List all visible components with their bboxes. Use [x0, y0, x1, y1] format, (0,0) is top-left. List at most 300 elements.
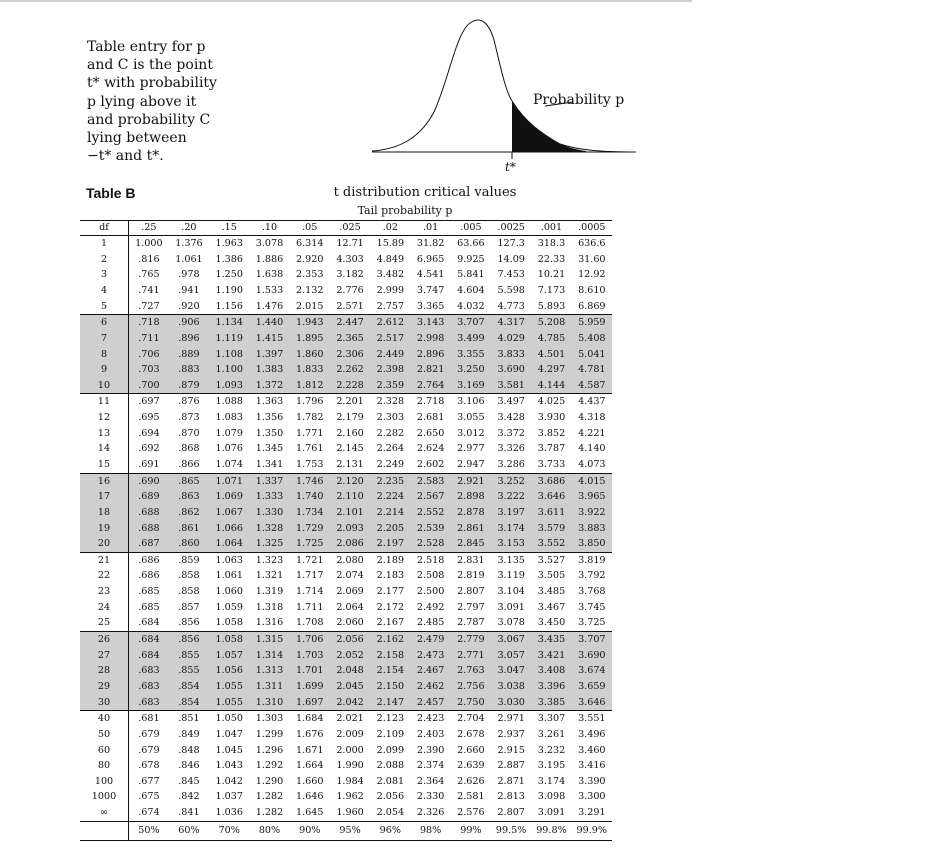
critical-value-cell: 12.71	[336, 238, 364, 250]
critical-value-cell: 1.037	[215, 791, 243, 803]
critical-value-cell: 1.376	[175, 238, 203, 250]
df-cell: 6	[80, 315, 129, 331]
critical-value-cell: 4.140	[578, 443, 606, 455]
critical-value-cell: 1.055	[209, 679, 249, 695]
critical-value-cell: 1.296	[255, 744, 284, 756]
critical-value-cell: 1.093	[209, 378, 249, 394]
tail-prob-header: .25	[129, 221, 169, 236]
critical-value-cell: 3.819	[578, 554, 606, 566]
critical-value-cell: 4.849	[376, 253, 405, 265]
df-cell: 1000	[91, 791, 117, 803]
table-title: t distribution critical values	[333, 185, 517, 200]
critical-value-cell: .678	[129, 758, 169, 774]
critical-value-cell: 1.533	[255, 284, 284, 296]
critical-value-cell: 4.781	[572, 362, 612, 378]
critical-value-cell: 1.440	[249, 315, 289, 331]
critical-value-cell: 4.032	[451, 299, 491, 315]
table-row	[80, 283, 612, 299]
critical-value-cell: 1.771	[296, 427, 324, 439]
critical-value-cell: 5.408	[572, 331, 612, 347]
table-row	[80, 648, 612, 664]
df-cell: 22	[97, 570, 111, 582]
table-row	[80, 568, 612, 584]
critical-value-cell: 2.306	[330, 346, 370, 362]
critical-value-cell: 3.707	[451, 315, 491, 331]
confidence-level-cell: 50%	[129, 821, 169, 840]
critical-value-cell: .858	[178, 570, 200, 582]
description-line: p lying above it	[87, 93, 197, 110]
critical-value-cell: 4.318	[578, 412, 606, 424]
critical-value-cell: 2.262	[330, 362, 370, 378]
critical-value-cell: 3.143	[410, 315, 450, 331]
critical-value-cell: 1.063	[215, 554, 243, 566]
df-cell: 80	[97, 760, 111, 772]
critical-value-cell: 2.771	[451, 648, 491, 664]
critical-value-cell: .691	[129, 457, 169, 473]
critical-value-cell: 3.067	[491, 632, 531, 648]
confidence-level-cell: 99.9%	[572, 821, 612, 840]
table-row	[80, 727, 612, 743]
critical-value-cell: 2.571	[330, 299, 370, 315]
df-cell: 7	[80, 331, 129, 347]
critical-value-cell: 1.000	[129, 236, 169, 252]
df-cell: 3	[100, 269, 108, 281]
critical-value-cell: 2.189	[376, 554, 405, 566]
critical-value-cell: .848	[178, 744, 200, 756]
critical-value-cell: 1.061	[175, 253, 203, 265]
critical-value-cell: 2.205	[370, 521, 410, 537]
critical-value-cell: 5.959	[572, 315, 612, 331]
critical-value-cell: 1.330	[249, 505, 289, 521]
critical-value-cell: 1.076	[215, 443, 243, 455]
critical-value-cell: 2.567	[410, 489, 450, 505]
df-cell: 26	[80, 632, 129, 648]
critical-value-cell: 2.896	[410, 346, 450, 362]
table-row	[80, 315, 612, 331]
critical-value-cell: 3.421	[531, 648, 571, 664]
critical-value-cell: 1.311	[249, 679, 289, 695]
critical-value-cell: 3.182	[336, 269, 364, 281]
critical-value-cell: 3.707	[572, 632, 612, 648]
critical-value-cell: 2.915	[497, 744, 525, 756]
critical-value-cell: 3.579	[531, 521, 571, 537]
critical-value-cell: 22.33	[537, 253, 566, 265]
critical-value-cell: 2.064	[336, 601, 364, 613]
critical-value-cell: 1.697	[290, 695, 330, 711]
critical-value-cell: 1.638	[255, 269, 284, 281]
critical-value-cell: 2.776	[336, 284, 364, 296]
critical-value-cell: 1.833	[290, 362, 330, 378]
critical-value-cell: 3.252	[491, 473, 531, 489]
critical-value-cell: .861	[169, 521, 209, 537]
critical-value-cell: 2.145	[336, 443, 364, 455]
table-row	[80, 805, 612, 821]
table-row	[80, 410, 612, 426]
critical-value-cell: 1.319	[255, 586, 284, 598]
critical-value-cell: 2.081	[376, 775, 405, 787]
confidence-level-cell: 95%	[330, 821, 370, 840]
critical-value-cell: 1.119	[209, 331, 249, 347]
df-cell: 23	[97, 586, 111, 598]
critical-value-cell: .677	[129, 774, 169, 790]
critical-value-cell: 2.779	[451, 632, 491, 648]
critical-value-cell: 3.690	[572, 648, 612, 664]
critical-value-cell: .851	[178, 713, 200, 725]
critical-value-cell: 636.6	[578, 238, 606, 250]
critical-value-cell: 3.385	[531, 695, 571, 711]
critical-value-cell: 1.962	[336, 791, 364, 803]
critical-value-cell: 4.029	[491, 331, 531, 347]
description-line: and C is the point	[87, 57, 213, 74]
critical-value-cell: 2.183	[376, 570, 405, 582]
df-cell: 15	[80, 457, 129, 473]
top-divider	[0, 0, 692, 2]
table-row	[80, 679, 612, 695]
critical-value-cell: 1.303	[255, 713, 284, 725]
critical-value-cell: 4.604	[457, 284, 485, 296]
critical-value-cell: .860	[169, 536, 209, 552]
critical-value-cell: 1.058	[209, 632, 249, 648]
critical-value-cell: 3.725	[572, 615, 612, 631]
critical-value-cell: 5.893	[531, 299, 571, 315]
critical-value-cell: 3.197	[491, 505, 531, 521]
critical-value-cell: .856	[169, 632, 209, 648]
critical-value-cell: 4.303	[336, 253, 364, 265]
critical-value-cell: 2.060	[330, 615, 370, 631]
table-row	[80, 378, 612, 394]
critical-value-cell: 3.485	[537, 586, 566, 598]
critical-value-cell: 3.326	[497, 443, 525, 455]
critical-value-cell: 1.290	[255, 775, 284, 787]
critical-value-cell: 4.144	[531, 378, 571, 394]
critical-value-cell: 1.345	[255, 443, 284, 455]
critical-value-cell: 1.963	[215, 238, 243, 250]
critical-value-cell: 2.871	[497, 775, 525, 787]
critical-value-cell: .849	[178, 728, 200, 740]
critical-value-cell: 2.539	[410, 521, 450, 537]
critical-value-cell: .685	[129, 584, 169, 600]
critical-value-cell: 2.878	[451, 505, 491, 521]
critical-value-cell: 2.110	[330, 489, 370, 505]
critical-value-cell: 3.496	[578, 728, 606, 740]
critical-value-cell: .857	[178, 601, 200, 613]
critical-value-cell: 3.030	[491, 695, 531, 711]
critical-value-cell: 1.316	[249, 615, 289, 631]
critical-value-cell: 1.057	[209, 648, 249, 664]
critical-value-cell: 14.09	[497, 253, 525, 265]
critical-value-cell: 2.845	[451, 536, 491, 552]
critical-value-cell: 3.408	[531, 663, 571, 679]
critical-value-cell: 1.108	[209, 346, 249, 362]
critical-value-cell: 2.172	[376, 601, 405, 613]
critical-value-cell: 1.350	[255, 427, 284, 439]
critical-value-cell: 2.750	[451, 695, 491, 711]
critical-value-cell: 2.887	[497, 760, 525, 772]
df-cell: 14	[97, 443, 111, 455]
critical-value-cell: 4.587	[572, 378, 612, 394]
critical-value-cell: 2.042	[330, 695, 370, 711]
critical-value-cell: .765	[129, 267, 169, 283]
table-row	[80, 789, 612, 805]
critical-value-cell: 2.359	[370, 378, 410, 394]
critical-value-cell: 1.708	[290, 615, 330, 631]
critical-value-cell: .868	[178, 443, 200, 455]
critical-value-cell: 2.457	[410, 695, 450, 711]
critical-value-cell: 3.505	[537, 570, 566, 582]
critical-value-cell: 2.235	[370, 473, 410, 489]
critical-value-cell: 1.645	[296, 807, 324, 819]
tail-prob-header: .15	[209, 221, 249, 236]
critical-value-cell: 2.757	[370, 299, 410, 315]
df-cell: 21	[97, 554, 111, 566]
critical-value-cell: 2.249	[370, 457, 410, 473]
critical-value-cell: 3.355	[451, 346, 491, 362]
critical-value-cell: 2.330	[416, 791, 445, 803]
critical-value-cell: 3.261	[537, 728, 566, 740]
critical-value-cell: 3.055	[457, 412, 485, 424]
tail-prob-header: .001	[531, 221, 571, 236]
critical-value-cell: .845	[178, 775, 200, 787]
critical-value-cell: 1.703	[290, 648, 330, 664]
critical-value-cell: 1.984	[336, 775, 364, 787]
critical-value-cell: 2.552	[410, 505, 450, 521]
df-cell: 5	[80, 299, 129, 315]
critical-value-cell: 1.156	[209, 299, 249, 315]
table-row	[80, 331, 612, 347]
critical-value-cell: 1.753	[290, 457, 330, 473]
critical-value-cell: .862	[169, 505, 209, 521]
critical-value-cell: .679	[129, 727, 169, 743]
critical-value-cell: 3.169	[451, 378, 491, 394]
df-cell: 20	[80, 536, 129, 552]
df-header: df	[80, 221, 129, 236]
critical-value-cell: 1.314	[249, 648, 289, 664]
critical-value-cell: 3.768	[578, 586, 606, 598]
critical-value-cell: .854	[169, 679, 209, 695]
critical-value-cell: 3.733	[531, 457, 571, 473]
critical-value-cell: 2.650	[416, 427, 445, 439]
critical-value-cell: 2.398	[370, 362, 410, 378]
critical-value-cell: 2.021	[336, 713, 364, 725]
critical-value-cell: .684	[129, 615, 169, 631]
critical-value-cell: 2.485	[410, 615, 450, 631]
critical-value-cell: .941	[178, 284, 200, 296]
critical-value-cell: 2.123	[376, 713, 405, 725]
critical-value-cell: 2.861	[451, 521, 491, 537]
critical-value-cell: 2.282	[376, 427, 405, 439]
table-row	[80, 695, 612, 711]
table-row	[80, 552, 612, 568]
df-cell: 16	[80, 473, 129, 489]
critical-value-cell: 3.965	[572, 489, 612, 505]
critical-value-cell: .858	[178, 586, 200, 598]
critical-value-cell: 2.048	[330, 663, 370, 679]
critical-value-cell: 4.221	[578, 427, 606, 439]
critical-value-cell: 2.045	[330, 679, 370, 695]
critical-value-cell: .688	[129, 521, 169, 537]
critical-value-cell: 3.047	[491, 663, 531, 679]
critical-value-cell: 1.321	[255, 570, 284, 582]
critical-value-cell: 1.372	[249, 378, 289, 394]
critical-value-cell: 3.078	[491, 615, 531, 631]
critical-value-cell: 3.106	[457, 396, 485, 408]
density-curve	[372, 20, 636, 152]
critical-value-cell: 4.317	[491, 315, 531, 331]
critical-value-cell: .846	[178, 760, 200, 772]
critical-value-cell: 3.135	[497, 554, 525, 566]
table-row	[80, 600, 612, 616]
critical-value-cell: 3.745	[578, 601, 606, 613]
critical-value-cell: 4.015	[572, 473, 612, 489]
table-row	[80, 758, 612, 774]
critical-value-cell: .675	[129, 789, 169, 805]
critical-value-cell: .870	[178, 427, 200, 439]
critical-value-cell: 3.195	[537, 760, 566, 772]
critical-value-cell: 3.460	[578, 744, 606, 756]
critical-value-cell: 10.21	[537, 269, 566, 281]
critical-value-cell: 2.518	[416, 554, 445, 566]
critical-value-cell: 2.813	[497, 791, 525, 803]
critical-value-cell: 1.740	[290, 489, 330, 505]
critical-value-cell: 5.208	[531, 315, 571, 331]
tail-probability-caption: Tail probability p	[357, 204, 453, 217]
critical-value-cell: .854	[169, 695, 209, 711]
critical-value-cell: 2.109	[376, 728, 405, 740]
critical-value-cell: 3.450	[531, 615, 571, 631]
tail-prob-header: .005	[451, 221, 491, 236]
critical-value-cell: 2.681	[416, 412, 445, 424]
critical-value-cell: 3.922	[572, 505, 612, 521]
description-line: t* with probability	[87, 75, 217, 92]
critical-value-cell: 3.038	[491, 679, 531, 695]
critical-value-cell: .855	[169, 648, 209, 664]
critical-value-cell: 1.325	[249, 536, 289, 552]
critical-value-cell: 3.153	[491, 536, 531, 552]
critical-value-cell: 3.690	[491, 362, 531, 378]
tail-prob-header: .025	[330, 221, 370, 236]
critical-value-cell: 2.120	[330, 473, 370, 489]
critical-value-cell: 1.250	[215, 269, 243, 281]
df-cell: 40	[97, 713, 111, 725]
critical-value-cell: 2.612	[370, 315, 410, 331]
table-row	[80, 441, 612, 457]
critical-value-cell: 1.088	[215, 396, 243, 408]
critical-value-cell: 1.282	[255, 791, 284, 803]
critical-value-cell: 3.174	[537, 775, 566, 787]
df-cell: 60	[97, 744, 111, 756]
critical-value-cell: .686	[129, 568, 169, 584]
critical-value-cell: 2.998	[410, 331, 450, 347]
table-label: Table B	[86, 185, 136, 201]
critical-value-cell: .694	[129, 426, 169, 442]
critical-value-cell: 2.581	[457, 791, 485, 803]
critical-value-cell: .889	[169, 346, 209, 362]
df-cell: 10	[80, 378, 129, 394]
critical-value-cell: 2.517	[370, 331, 410, 347]
critical-value-cell: 2.074	[336, 570, 364, 582]
critical-value-cell: 2.158	[370, 648, 410, 664]
critical-value-cell: 1.860	[290, 346, 330, 362]
critical-value-cell: 2.576	[457, 807, 485, 819]
critical-value-cell: .711	[129, 331, 169, 347]
shaded-tail-area	[512, 101, 586, 152]
critical-value-cell: 3.091	[537, 807, 566, 819]
critical-value-cell: 1.356	[255, 412, 284, 424]
critical-value-cell: 2.500	[416, 586, 445, 598]
critical-value-cell: 1.341	[249, 457, 289, 473]
critical-value-cell: 2.807	[457, 586, 485, 598]
critical-value-cell: 2.353	[296, 269, 324, 281]
table-row	[80, 743, 612, 759]
critical-value-cell: 9.925	[457, 253, 485, 265]
critical-value-cell: 3.104	[497, 586, 525, 598]
critical-value-cell: 2.764	[410, 378, 450, 394]
table-entry-description	[87, 38, 227, 165]
critical-value-cell: 2.099	[376, 744, 405, 756]
tail-prob-header: .0025	[491, 221, 531, 236]
critical-value-cell: 3.300	[578, 791, 606, 803]
critical-value-cell: .692	[129, 441, 169, 457]
critical-value-cell: 2.807	[497, 807, 525, 819]
critical-value-cell: 2.201	[336, 396, 364, 408]
critical-value-cell: 5.041	[572, 346, 612, 362]
critical-value-cell: 1.100	[209, 362, 249, 378]
table-row	[80, 473, 612, 489]
critical-value-cell: 3.057	[491, 648, 531, 664]
df-cell: 11	[97, 396, 111, 408]
critical-value-cell: 31.82	[416, 238, 445, 250]
critical-value-cell: 3.365	[410, 299, 450, 315]
table-row	[80, 236, 612, 252]
critical-value-cell: 2.364	[416, 775, 445, 787]
critical-value-cell: 2.177	[376, 586, 405, 598]
critical-value-cell: 5.841	[457, 269, 485, 281]
critical-value-cell: 2.069	[336, 586, 364, 598]
critical-value-cell: 2.718	[416, 396, 445, 408]
critical-value-cell: 1.056	[209, 663, 249, 679]
critical-value-cell: 12.92	[578, 269, 606, 281]
critical-value-cell: 1.714	[296, 586, 324, 598]
critical-value-cell: .683	[129, 695, 169, 711]
table-row	[80, 489, 612, 505]
critical-value-cell: 3.396	[531, 679, 571, 695]
critical-value-cell: 2.264	[376, 443, 405, 455]
critical-value-cell: 2.303	[376, 412, 405, 424]
critical-value-cell: .920	[169, 299, 209, 315]
critical-value-cell: .686	[129, 552, 169, 568]
critical-value-cell: 1.067	[209, 505, 249, 521]
critical-value-cell: 1.061	[215, 570, 243, 582]
critical-value-cell: 1.943	[290, 315, 330, 331]
critical-value-cell: 3.119	[497, 570, 525, 582]
critical-value-cell: 2.937	[497, 728, 525, 740]
critical-value-cell: 3.222	[491, 489, 531, 505]
critical-value-cell: 1.711	[296, 601, 324, 613]
critical-value-cell: 3.372	[497, 427, 525, 439]
critical-value-cell: 31.60	[578, 253, 606, 265]
critical-value-cell: 4.541	[416, 269, 445, 281]
critical-value-cell: 3.659	[572, 679, 612, 695]
critical-value-cell: 2.015	[290, 299, 330, 315]
critical-value-cell: 2.056	[376, 791, 405, 803]
critical-value-cell: 2.228	[330, 378, 370, 394]
critical-value-cell: 1.190	[215, 284, 243, 296]
critical-value-cell: 3.611	[531, 505, 571, 521]
critical-value-cell: 2.162	[370, 632, 410, 648]
probability-p-label: Probability p	[533, 92, 625, 108]
critical-value-cell: .741	[129, 283, 169, 299]
critical-value-cell: 1.043	[215, 760, 243, 772]
